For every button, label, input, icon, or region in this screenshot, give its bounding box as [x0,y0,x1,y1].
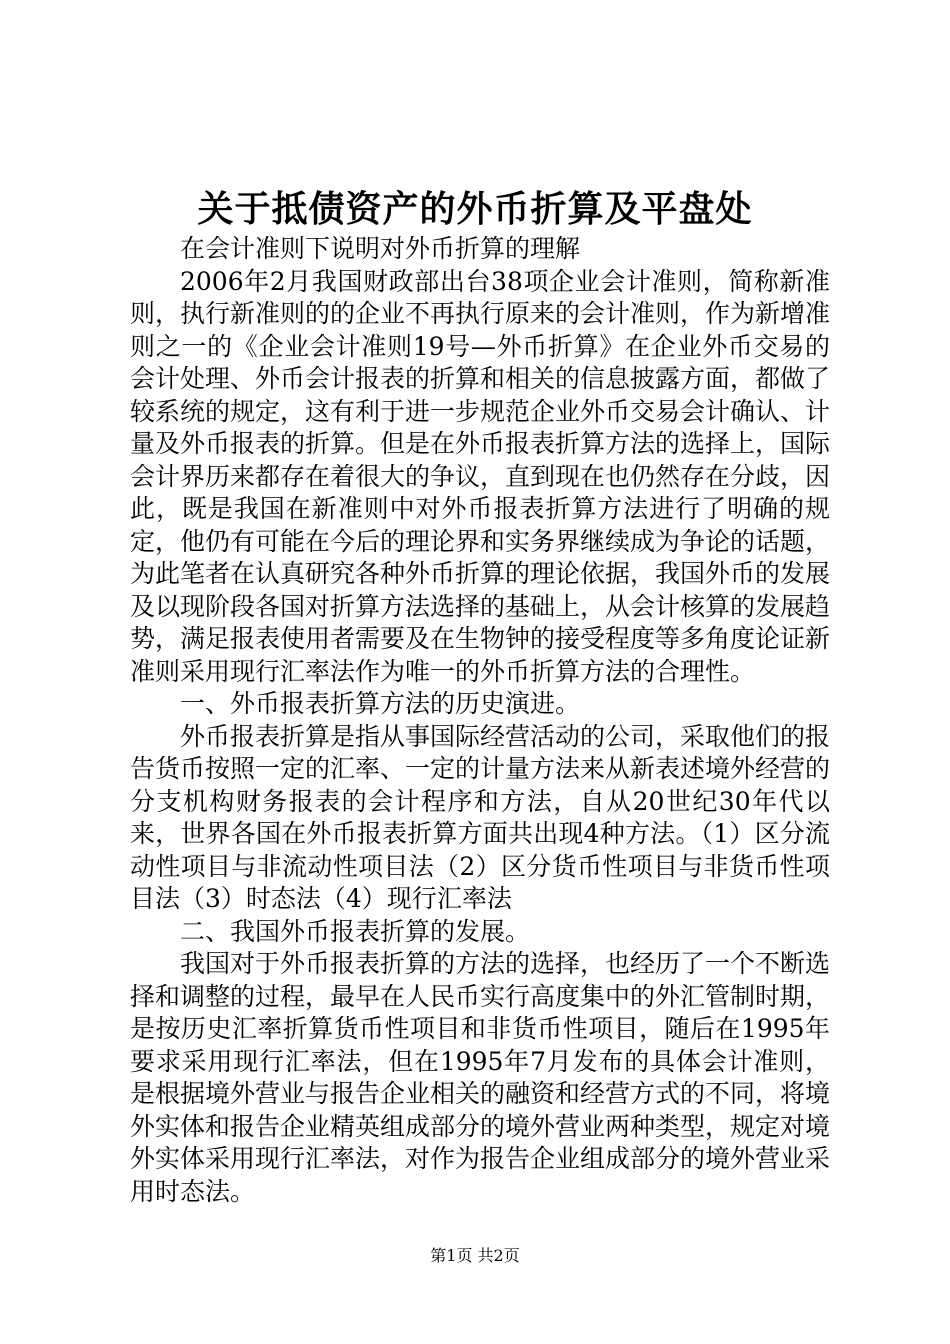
paragraph-intro: 2006年2月我国财政部出台38项企业会计准则，简称新准则，执行新准则的的企业不再执行原来的会计准则，作为新增准则之一的《企业会计准则19号—外币折算》在企业外币交易的会计处理、外币会计报表的折算和相关的信息披露方面，都做了较系统的规定，这有利于进一步规范企业外币交易会计确认、计量及外币报表的折算。但是在外币报表折算方法的选择上，国际会计界历来都存在着很大的争议，直到现在也仍然存在分歧，因此，既是我国在新准则中对外币报表折算方法进行了明确的规定，他仍有可能在今后的理论界和实务界继续成为争论的话题，为此笔者在认真研究各种外币折算的理论依据，我国外币的发展及以现阶段各国对折算方法选择的基础上，从会计核算的发展趋势，满足报表使用者需要及在生物钟的接受程度等多角度论证新准则采用现行汇率法作为唯一的外币折算方法的合理性。 [130,266,831,686]
document-title: 关于抵债资产的外币折算及平盘处 [197,188,753,230]
document-body [130,233,830,1208]
paragraph-development: 我国对于外币报表折算的方法的选择，也经历了一个不断选择和调整的过程，最早在人民币实行高度集中的外汇管制时期，是按历史汇率折算货币性项目和非货币性项目，随后在1995年要求采用现行汇率法，但在1995年7月发布的具体会计准则，是根据境外营业与报告企业相关的融资和经营方式的不同，将境外实体和报告企业精英组成部分的境外营业两种类型，规定对境外实体采用现行汇率法，对作为报告企业组成部分的境外营业采用时态法。 [130,949,831,1206]
page-total: 共2页 [477,1246,520,1265]
section-heading-1: 一、外币报表折算方法的历史演进。 [180,689,581,718]
page-number: 第1页 [430,1246,473,1265]
paragraph-subtitle: 在会计准则下说明对外币折算的理解 [180,234,581,263]
section-heading-2: 二、我国外币报表折算的发展。 [180,916,531,946]
page-footer [0,1244,950,1268]
paragraph-history: 外币报表折算是指从事国际经营活动的公司，采取他们的报告货币按照一定的汇率、一定的计量方法来从新表述境外经营的分支机构财务报表的会计程序和方法，自从20世纪30年代以来，世界各国在外币报表折算方面共出现4种方法。（1）区分流动性项目与非流动性项目法（2）区分货币性项目与非货币性项目法（3）时态法（4）现行汇率法 [130,721,831,913]
